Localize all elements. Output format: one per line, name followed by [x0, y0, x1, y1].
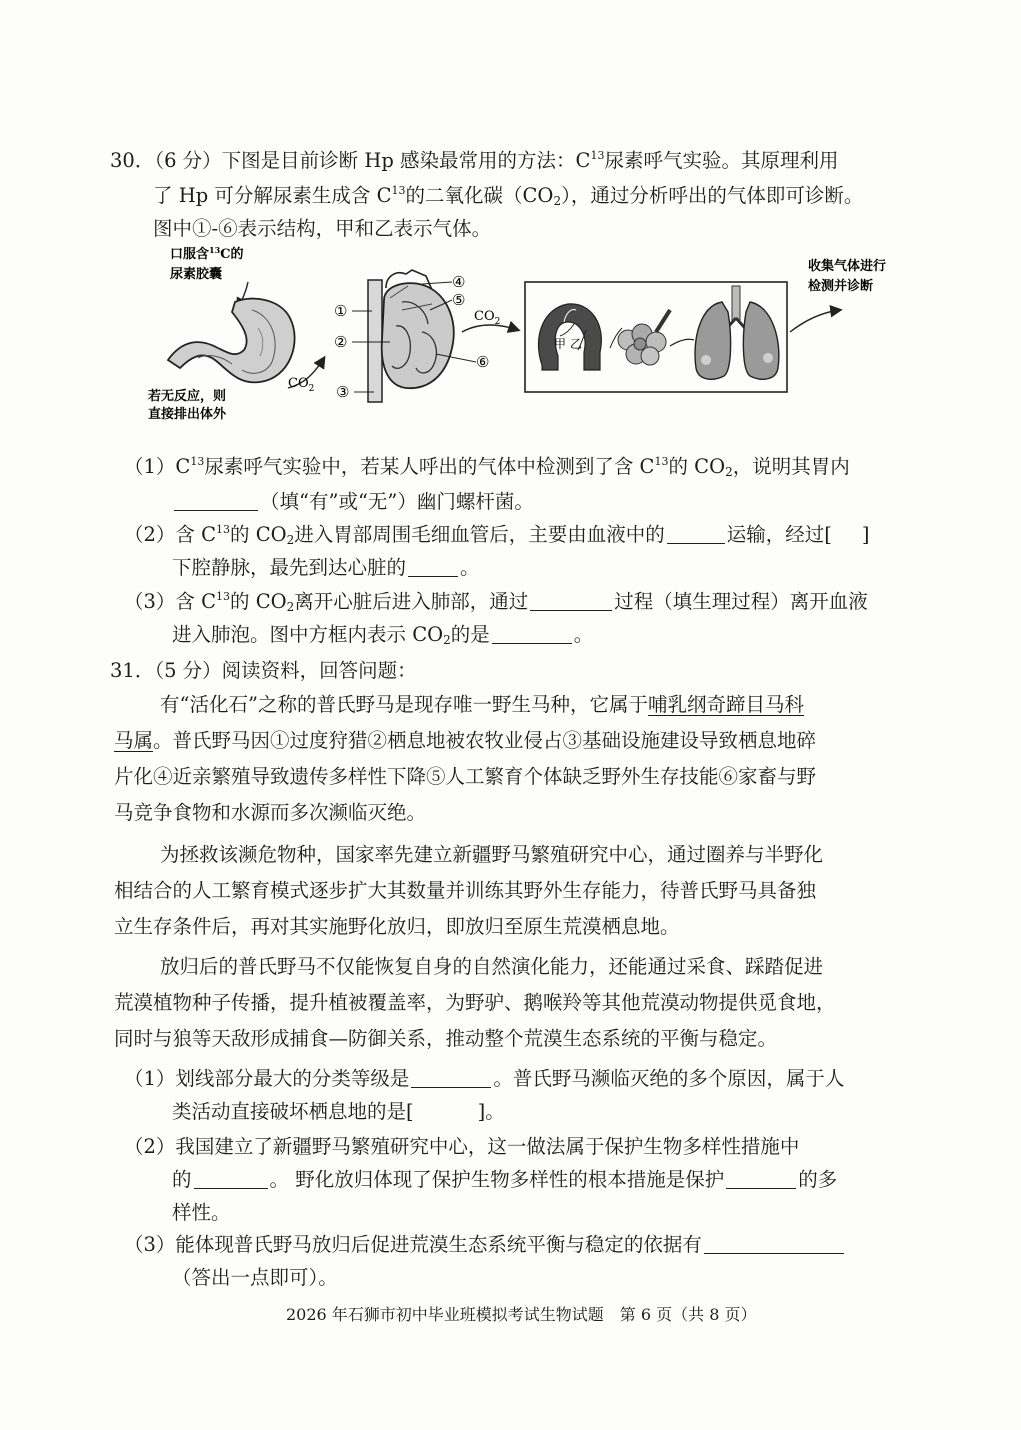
answer-blank-2[interactable]	[667, 523, 725, 544]
label-4: ④	[452, 273, 466, 291]
label-2: ②	[334, 333, 348, 351]
label-5: ⑤	[452, 291, 466, 309]
q31-p1-line-3: 片化④近亲繁殖导致遗传多样性下降⑤人工繁育个体缺乏野外生存技能⑥家畜与野	[114, 765, 817, 788]
capsule-label-1: 口服含$^{13}$C的	[170, 245, 244, 262]
q31-p3-line-2: 荒漠植物种子传播，提升植被覆盖率，为野驴、鹅喉羚等其他荒漠动物提供觅食地，	[114, 991, 836, 1014]
heart-illustration	[368, 270, 454, 402]
q31-p2-line-3: 立生存条件后，再对其实施野化放归，即放归至原生荒漠栖息地。	[114, 915, 680, 938]
q31-sub1-line-1: （1）划线部分最大的分类等级是 。普氏野马濒临灭绝的多个原因，属于人	[124, 1067, 845, 1090]
no-reaction-label-2: 直接排出体外	[148, 407, 227, 422]
answer-blank-9[interactable]	[704, 1233, 844, 1254]
capsule-label-2: 尿素胶囊	[170, 267, 223, 282]
q31-sub3-line-2: （答出一点即可）。	[172, 1266, 338, 1289]
page-footer: 2026 年石狮市初中毕业班模拟考试生物试题 第 6 页（共 8 页）	[286, 1305, 757, 1324]
q30-line-1: 30．（6 分）下图是目前诊断 Hp 感染最常用的方法：$C^{13}$尿素呼气实验。其原理利用	[110, 149, 839, 172]
hp-breath-test-diagram	[140, 240, 920, 430]
label-6: ⑥	[476, 353, 490, 371]
answer-blank-3[interactable]	[408, 556, 458, 577]
gas-yi-label: 乙	[570, 337, 583, 351]
answer-blank-5[interactable]	[492, 623, 572, 644]
q31-sub3-line-1: （3）能体现普氏野马放归后促进荒漠生态系统平衡与稳定的依据有	[124, 1230, 846, 1260]
answer-blank-1[interactable]	[174, 490, 258, 511]
answer-blank-6[interactable]	[411, 1067, 491, 1088]
q31-p2-line-1: 为拯救该濒危物种，国家率先建立新疆野马繁殖研究中心，通过圈养与半野化	[160, 843, 824, 866]
q31-sub1-line-2: 类活动直接破坏栖息地的是[ ]。	[172, 1100, 505, 1123]
q30-sub3-line-1: （3）含 $C^{13}$的 $CO_2$离开心脏后进入肺部，通过 过程（填生理过程）离开血液	[124, 590, 868, 614]
q30-sub1-line-1: $(1)C^{13}$尿素呼气实验中，若某人呼出的气体中检测到了含 $C^{13}$的 $CO_2$，说明其胃内	[124, 455, 850, 479]
q30-line-2: 了 Hp 可分解尿素生成含 $C^{13}$的二氧化碳$(CO_2)$，通过分析呼出的气体即可诊断。	[153, 184, 864, 208]
q31-p2-line-2: 相结合的人工繁育模式逐步扩大其数量并训练其野外生存能力，待普氏野马具备独	[114, 879, 817, 902]
lungs-illustration	[695, 286, 779, 379]
q31-p1-line-2: 马属。普氏野马因①过度狩猎②栖息地被农牧业侵占③基础设施建设导致栖息地碎	[114, 729, 817, 752]
q31-sub2-line-3: 样性。	[172, 1201, 231, 1224]
label-1: ①	[334, 302, 348, 320]
q31-p1-line-4: 马竞争食物和水源而多次濒临灭绝。	[114, 801, 427, 824]
label-3: ③	[336, 383, 350, 401]
q30-sub1-line-2: （填“有”或“无”）幽门螺杆菌。	[172, 487, 534, 517]
q30-line-3: 图中①-⑥表示结构，甲和乙表示气体。	[153, 217, 492, 240]
alveoli-cluster	[618, 310, 670, 365]
q31-sub2-line-1: （2）我国建立了新疆野马繁殖研究中心，这一做法属于保护生物多样性措施中	[124, 1135, 800, 1158]
collect-label-1: 收集气体进行	[808, 259, 887, 274]
q31-p3-line-3: 同时与狼等天敌形成捕食—防御关系，推动整个荒漠生态系统的平衡与稳定。	[114, 1027, 778, 1050]
stomach-illustration	[168, 299, 295, 383]
q31-p1-line-1: 有“活化石”之称的普氏野马是现存唯一野生马种，它属于哺乳纲奇蹄目马科	[160, 693, 804, 716]
answer-blank-7[interactable]	[194, 1168, 268, 1189]
q31-title: 31．（5 分）阅读资料，回答问题：	[110, 659, 417, 682]
q30-sub3-line-2: 进入肺泡。图中方框内表示 $CO_2$的是 。	[172, 623, 594, 647]
answer-blank-4[interactable]	[530, 590, 612, 611]
co2-label-2: $CO_2$	[474, 309, 501, 327]
gas-jia-label: 甲	[554, 337, 567, 351]
q30-sub2-line-1: （2）含 $C^{13}$的 $CO_2$进入胃部周围毛细血管后，主要由血液中的 运输，经过[ ]	[124, 523, 870, 547]
no-reaction-label-1: 若无反应，则	[148, 389, 227, 404]
q30-sub2-line-2: 下腔静脉，最先到达心脏的 。	[172, 556, 480, 579]
answer-blank-8[interactable]	[726, 1168, 796, 1189]
q31-sub2-line-2: 的 。 野化放归体现了保护生物多样性的根本措施是保护 的多	[172, 1168, 838, 1191]
collect-label-2: 检测并诊断	[808, 279, 874, 294]
co2-label-1: $CO_2$	[288, 376, 315, 394]
q31-p3-line-1: 放归后的普氏野马不仅能恢复自身的自然演化能力，还能通过采食、踩踏促进	[160, 955, 824, 978]
